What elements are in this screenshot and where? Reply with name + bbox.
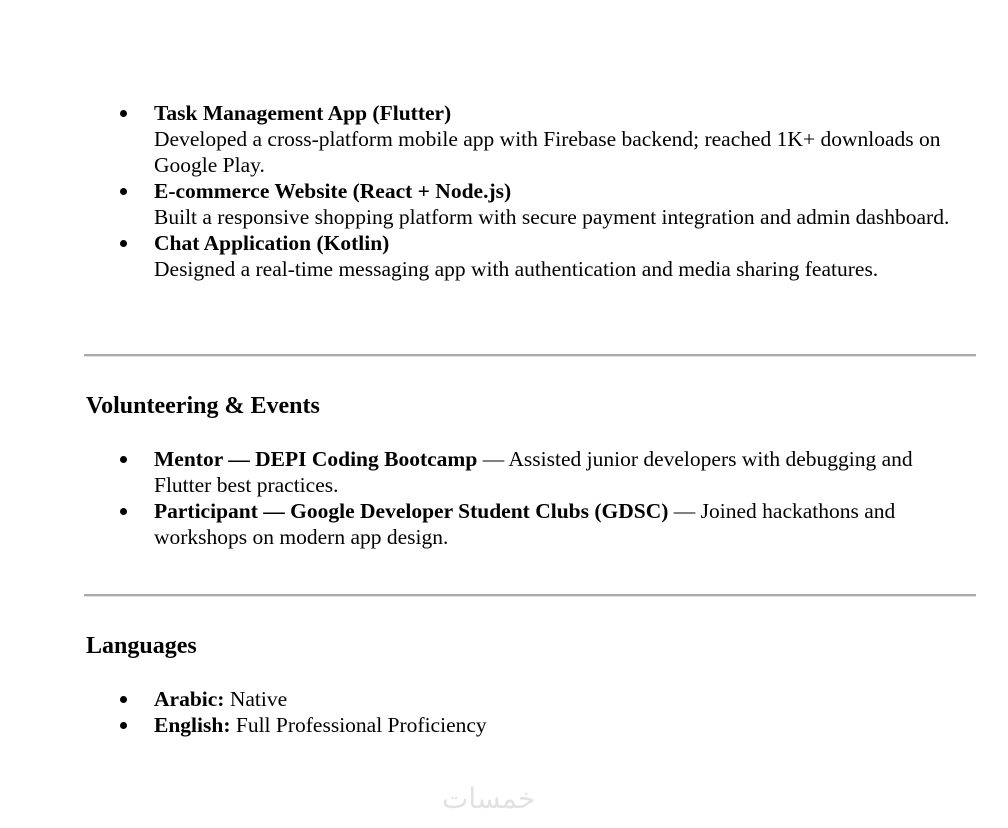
list-item [118,712,968,738]
bullet-icon [120,722,127,729]
section-divider [84,594,976,597]
list-item [118,686,968,712]
project-description: Developed a cross-platform mobile app with Firebase backend; reached 1K+ downloads on Google Play. [154,127,941,177]
bullet-icon [120,696,127,703]
bullet-icon [120,188,127,195]
project-description: Built a responsive shopping platform with secure payment integration and admin dashboard. [154,205,950,229]
bullet-icon [120,456,127,463]
volunteer-description: — Assisted junior developers with debugging and Flutter best practices. [154,447,913,497]
bullet-icon [120,240,127,247]
language-name: English: [154,713,231,737]
volunteer-description: — Joined hackathons and workshops on modern app design. [154,499,896,549]
projects-list [118,100,968,282]
project-title: Chat Application (Kotlin) [154,231,390,255]
project-title: Task Management App (Flutter) [154,101,452,125]
list-item [118,446,968,498]
volunteering-list [118,446,968,550]
language-level: Native [224,687,288,711]
languages-heading: Languages [86,633,197,659]
volunteer-role: Mentor — DEPI Coding Bootcamp [154,447,478,471]
languages-list [118,686,968,738]
project-description: Designed a real-time messaging app with authentication and media sharing features. [154,257,879,281]
volunteer-role: Participant — Google Developer Student Clubs (GDSC) [154,499,669,523]
bullet-icon [120,110,127,117]
language-name: Arabic: [154,687,225,711]
list-item [118,230,968,282]
bullet-icon [120,508,127,515]
project-title: E-commerce Website (React + Node.js) [154,179,512,203]
list-item [118,498,968,550]
volunteering-heading: Volunteering & Events [86,393,320,419]
list-item [118,100,968,178]
list-item [118,178,968,230]
language-level: Full Professional Proficiency [230,713,487,737]
watermark-logo: خمسات [442,782,536,815]
section-divider [84,354,976,357]
